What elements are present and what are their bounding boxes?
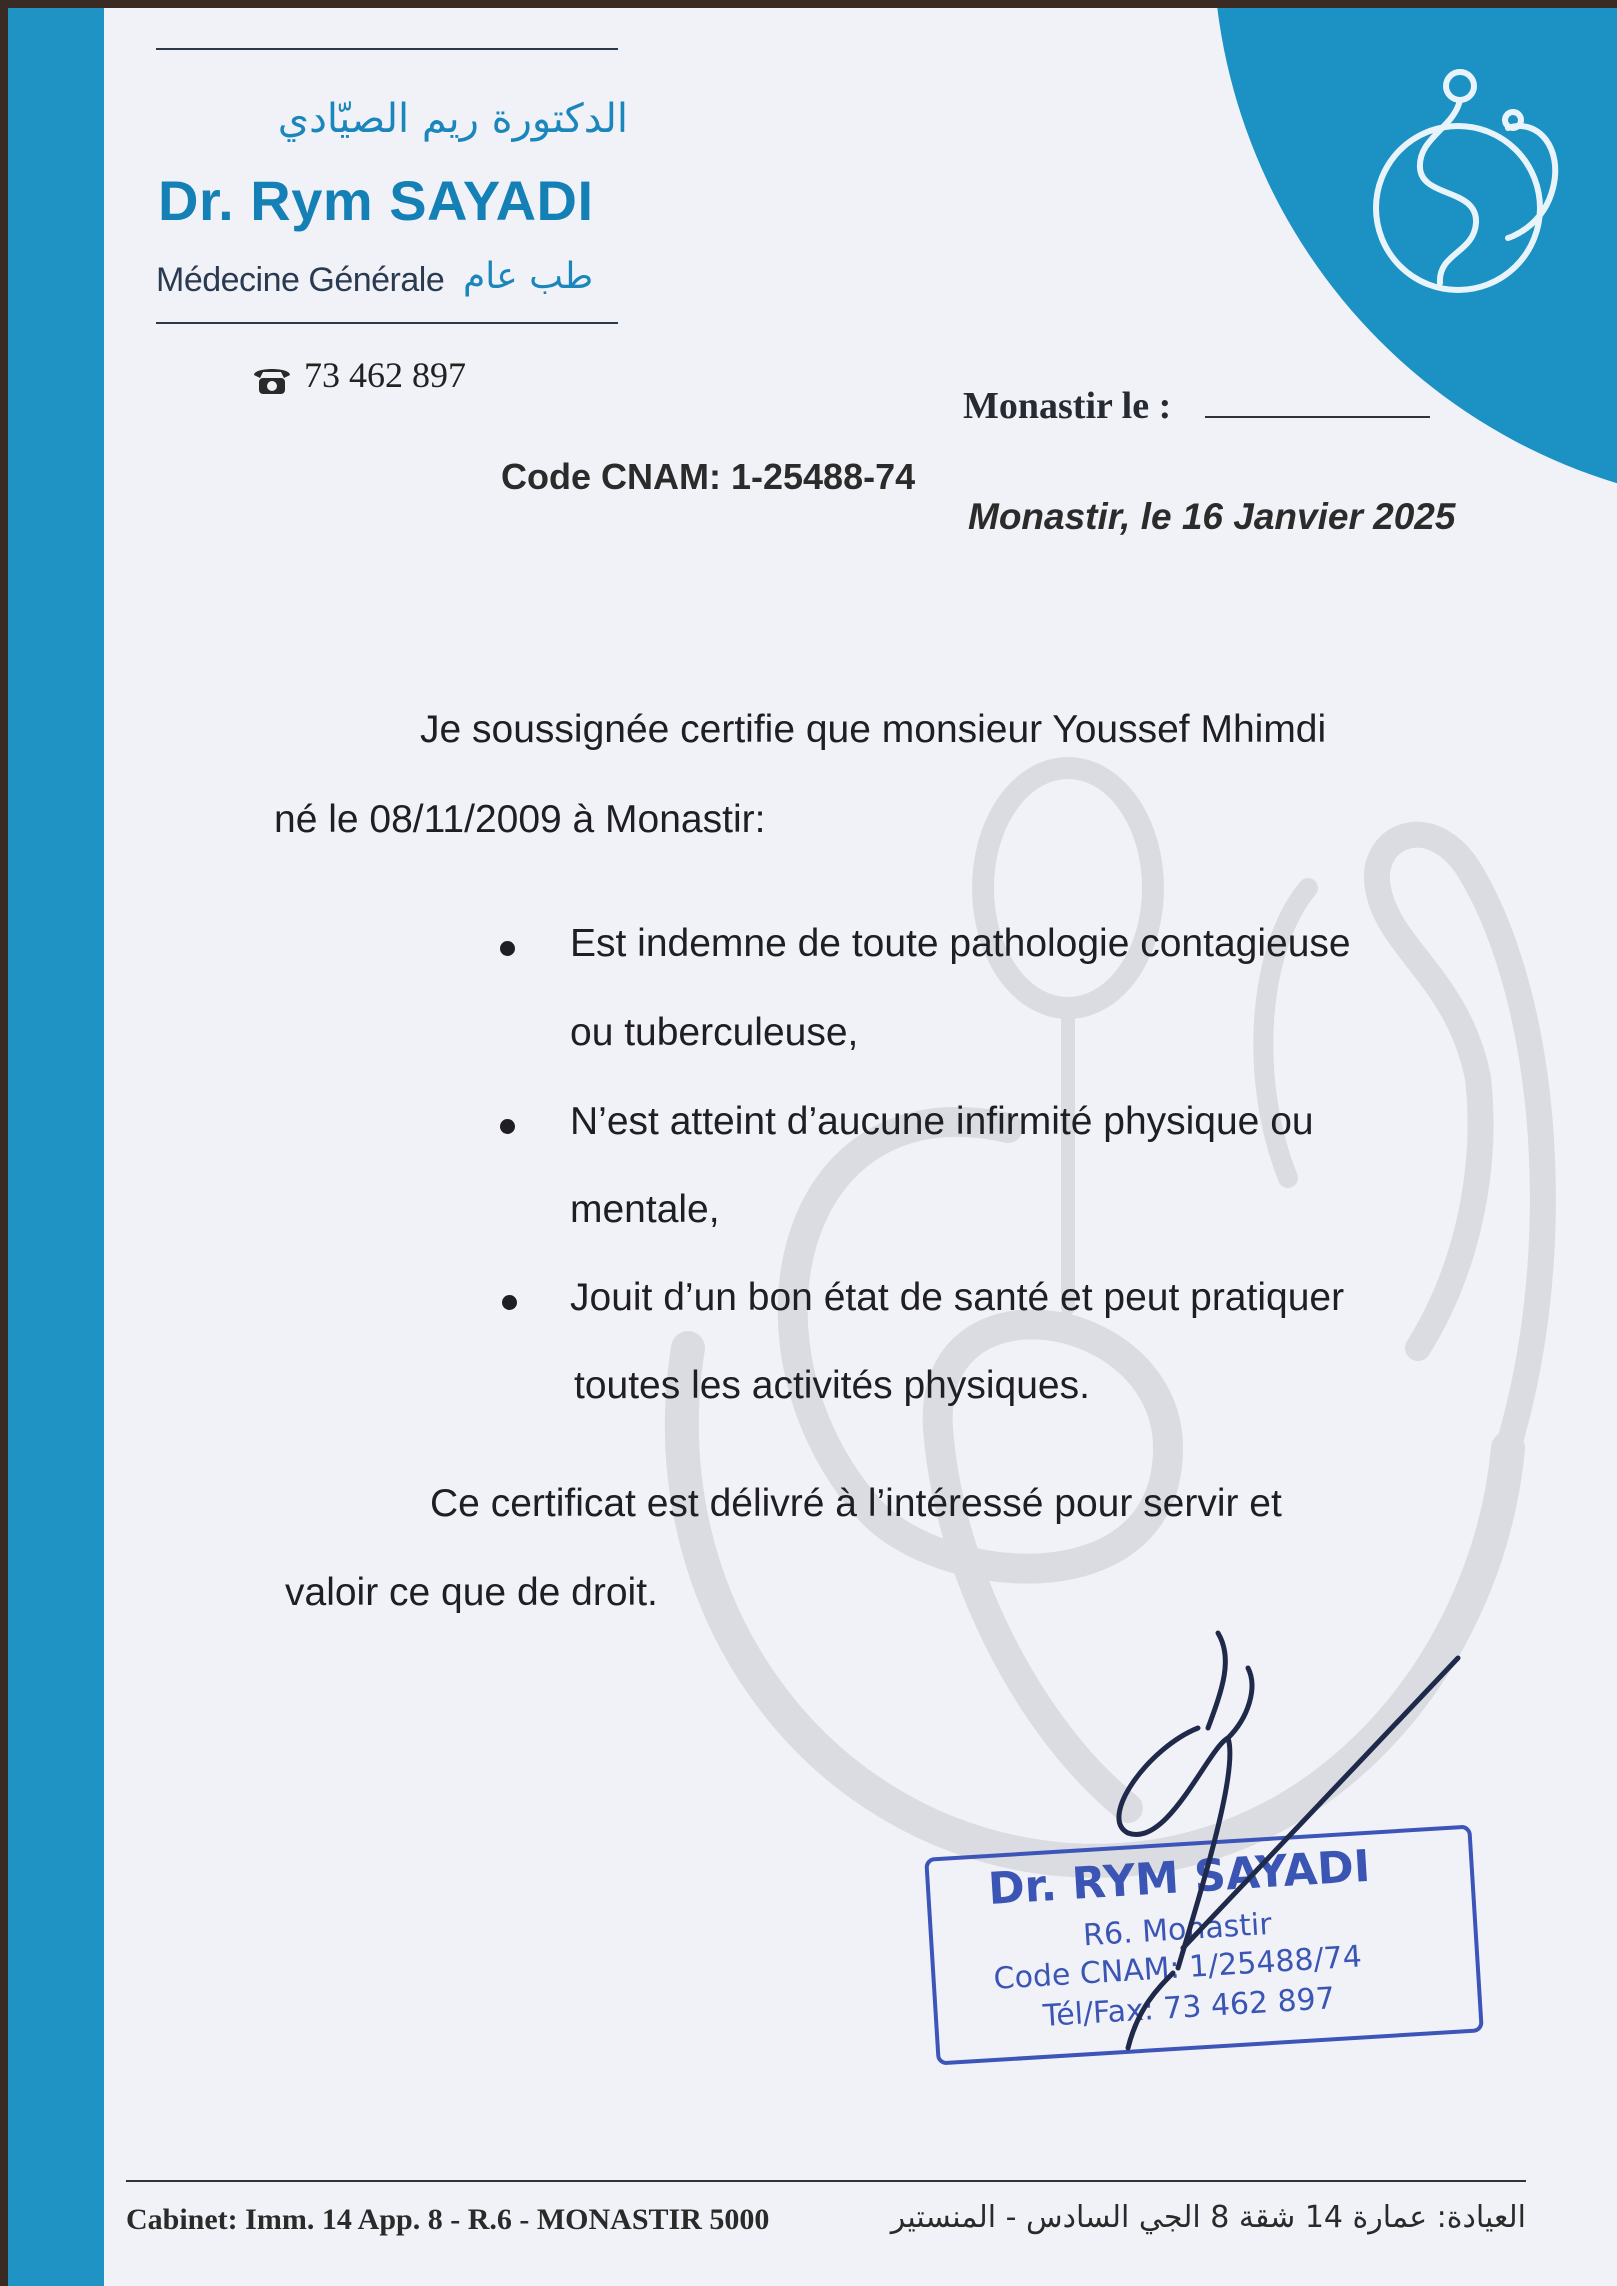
footer-address-arabic: العيادة: عمارة 14 شقة 8 الجي السادس - المنستير [890, 2200, 1526, 2235]
stamp-doctor-name: Dr. RYM SAYADI [986, 1840, 1372, 1916]
doctor-name: Dr. Rym SAYADI [158, 169, 594, 232]
bullet-1-line-2: ou tuberculeuse, [570, 1011, 859, 1054]
phone-number: 73 462 897 [304, 355, 466, 395]
header-bottom-rule [156, 322, 618, 324]
specialty: Médecine Générale [156, 261, 445, 299]
bullet-3-line-2: toutes les activités physiques. [574, 1364, 1090, 1407]
bullet-marker [500, 941, 515, 956]
stamp-address: R6. Monastir [1082, 1906, 1273, 1954]
cnam-code: Code CNAM: 1-25488-74 [501, 456, 916, 497]
bullet-marker [502, 1295, 517, 1310]
bullet-1-line-1: Est indemne de toute pathologie contagieuse [570, 922, 1351, 965]
left-blue-strip [8, 8, 104, 2286]
handwritten-signature [1088, 1628, 1528, 2068]
place-date-label: Monastir le : [963, 385, 1172, 427]
certificate-date: Monastir, le 16 Janvier 2025 [968, 496, 1456, 537]
specialty-arabic: طب عام [463, 256, 594, 297]
stamp-cnam: Code CNAM: 1/25488/74 [992, 1939, 1363, 1997]
bullet-marker [500, 1119, 515, 1134]
date-blank-line [1205, 416, 1430, 418]
footer-address: Cabinet: Imm. 14 App. 8 - R.6 - MONASTIR 5000 [126, 2203, 770, 2236]
phone-icon [251, 363, 293, 397]
bullet-2-line-1: N’est atteint d’aucune infirmité physique ou [570, 1100, 1314, 1143]
footer-rule [126, 2180, 1526, 2182]
bullet-2-line-2: mentale, [570, 1188, 720, 1231]
closing-line-1: Ce certificat est délivré à l’intéressé pour servir et [430, 1482, 1282, 1525]
stamp-tel: Tél/Fax: 73 462 897 [1041, 1981, 1336, 2034]
certificate-page [8, 8, 1617, 2286]
closing-line-2: valoir ce que de droit. [285, 1571, 658, 1614]
doctor-name-arabic: الدكتورة ريم الصيّادي [277, 96, 628, 142]
intro-line-2: né le 08/11/2009 à Monastir: [274, 798, 766, 841]
header-top-rule [156, 48, 618, 50]
intro-line-1: Je soussignée certifie que monsieur Youssef Mhimdi [420, 708, 1327, 751]
bullet-3-line-1: Jouit d’un bon état de santé et peut pratiquer [570, 1276, 1345, 1319]
stethoscope-logo-icon [1358, 58, 1578, 298]
